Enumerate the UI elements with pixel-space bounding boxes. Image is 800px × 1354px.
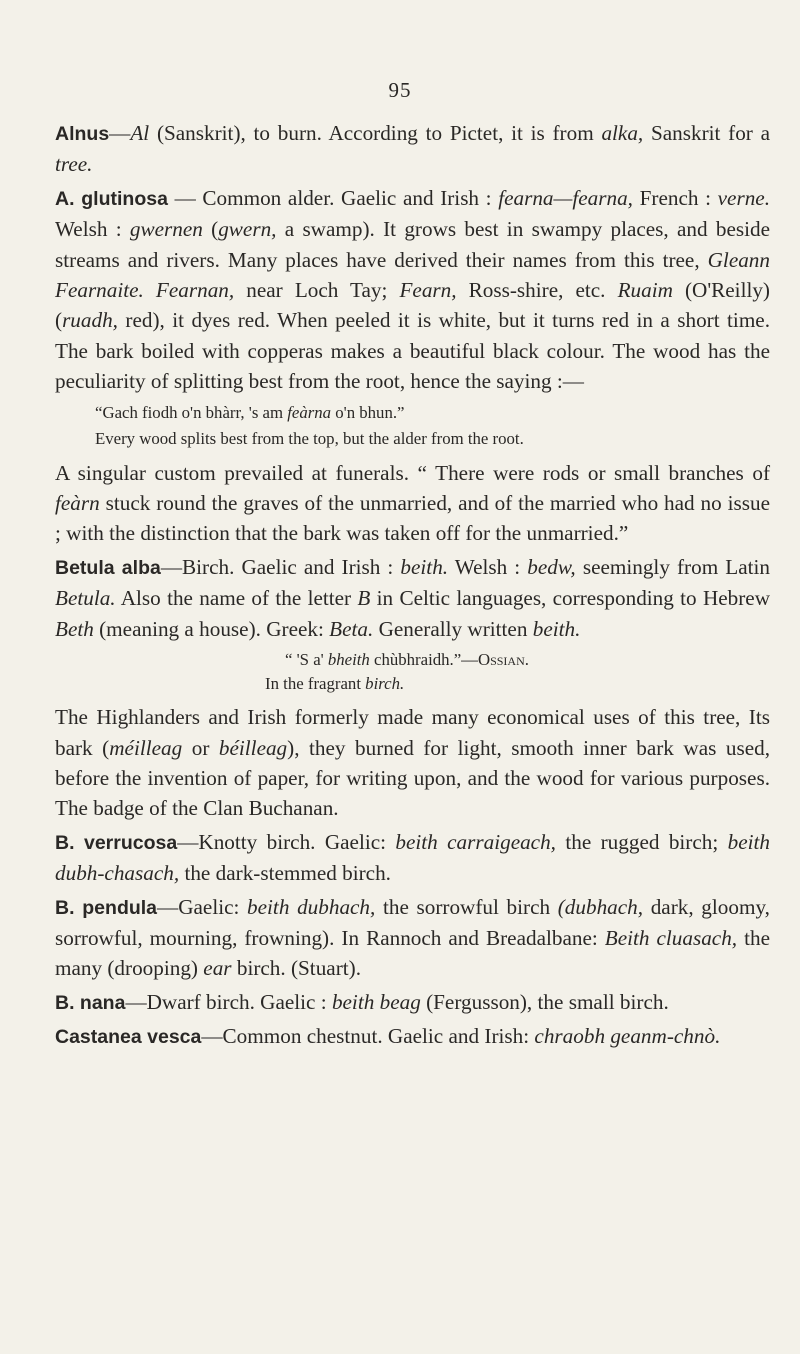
- quote-translation: In the fragrant birch.: [265, 674, 405, 694]
- entry-term: Alnus: [55, 123, 110, 145]
- quote-ossian: [265, 648, 770, 696]
- entry-term: Castanea vesca: [55, 1026, 202, 1049]
- paragraph-highlanders-uses: The Highlanders and Irish formerly made many economical uses of this tree, Its bark (méilleag or béilleag), they burned for light, smooth inner bark was used, before the invention of paper, for writing upon, and the wood for various purposes. The badge of the Clan Buchanan.: [55, 705, 771, 821]
- entry-b-pendula: B. pendula—Gaelic: beith dubhach, the sorrowful birch (dubhach, dark, gloomy, sorrowful, mourning, frowning). In Rannoch and Breadalbane: Beith cluasach, the many (drooping) ear birch. (Stuart).: [55, 894, 771, 981]
- entry-term: B. pendula: [55, 896, 158, 919]
- quote-line: “Gach fiodh o'n bhàrr, 's am feàrna o'n bhun.”: [95, 402, 405, 422]
- entry-castanea-vesca: Castanea vesca—Common chestnut. Gaelic and Irish: chraobh geanm-chnò.: [55, 1024, 721, 1049]
- entry-betula-alba: Betula alba—Birch. Gaelic and Irish : beith. Welsh : bedw, seemingly from Latin Betula. Also the name of the letter B in Celtic languages, corresponding to Hebrew Beth (meaning a house). Greek: Beta. Generally written beith.: [55, 554, 771, 641]
- entry-term: Betula alba: [55, 556, 161, 579]
- quote-attribution: Ossian.: [477, 650, 529, 670]
- quote-gaelic-saying: [95, 400, 770, 452]
- page-body: [55, 118, 770, 1056]
- page-number: 95: [388, 78, 412, 102]
- entry-term: B. nana: [55, 991, 126, 1014]
- entry-b-nana: B. nana—Dwarf birch. Gaelic : beith beag (Fergusson), the small birch.: [55, 989, 669, 1014]
- quote-line: “ 'S a' bheith chùbhraidh.”—Ossian.: [285, 650, 529, 670]
- paragraph-funeral-custom: A singular custom prevailed at funerals. “ There were rods or small branches of feàrn stuck round the graves of the unmarried, and of the married who had no issue ; with the distinction that the bark was taken off for the unmarried.”: [55, 460, 770, 546]
- entry-term: B. verrucosa: [55, 831, 178, 854]
- quote-translation: Every wood splits best from the top, but the alder from the root.: [95, 428, 524, 448]
- entry-a-glutinosa: A. glutinosa — Common alder. Gaelic and Irish : fearna—fearna, French : verne. Welsh : gwernen (gwern, a swamp). It grows best in swampy places, and beside streams and rivers. Many places have derived their names from this tree, Gleann Fearnaite. Fearnan, near Loch Tay; Fearn, Ross-shire, etc. Ruaim (O'Reilly) (ruadh, red), it dyes red. When peeled it is white, but it turns red in a short time. The bark boiled with copperas makes a beautiful black colour. The wood has the peculiarity of splitting best from the root, hence the saying :—: [55, 185, 770, 394]
- entry-alnus: Alnus—Al (Sanskrit), to burn. According to Pictet, it is from alka, Sanskrit for a tree.: [55, 121, 770, 177]
- entry-b-verrucosa: B. verrucosa—Knotty birch. Gaelic: beith carraigeach, the rugged birch; beith dubh-chasach, the dark-stemmed birch.: [55, 829, 770, 886]
- entry-term: A. glutinosa: [55, 187, 168, 210]
